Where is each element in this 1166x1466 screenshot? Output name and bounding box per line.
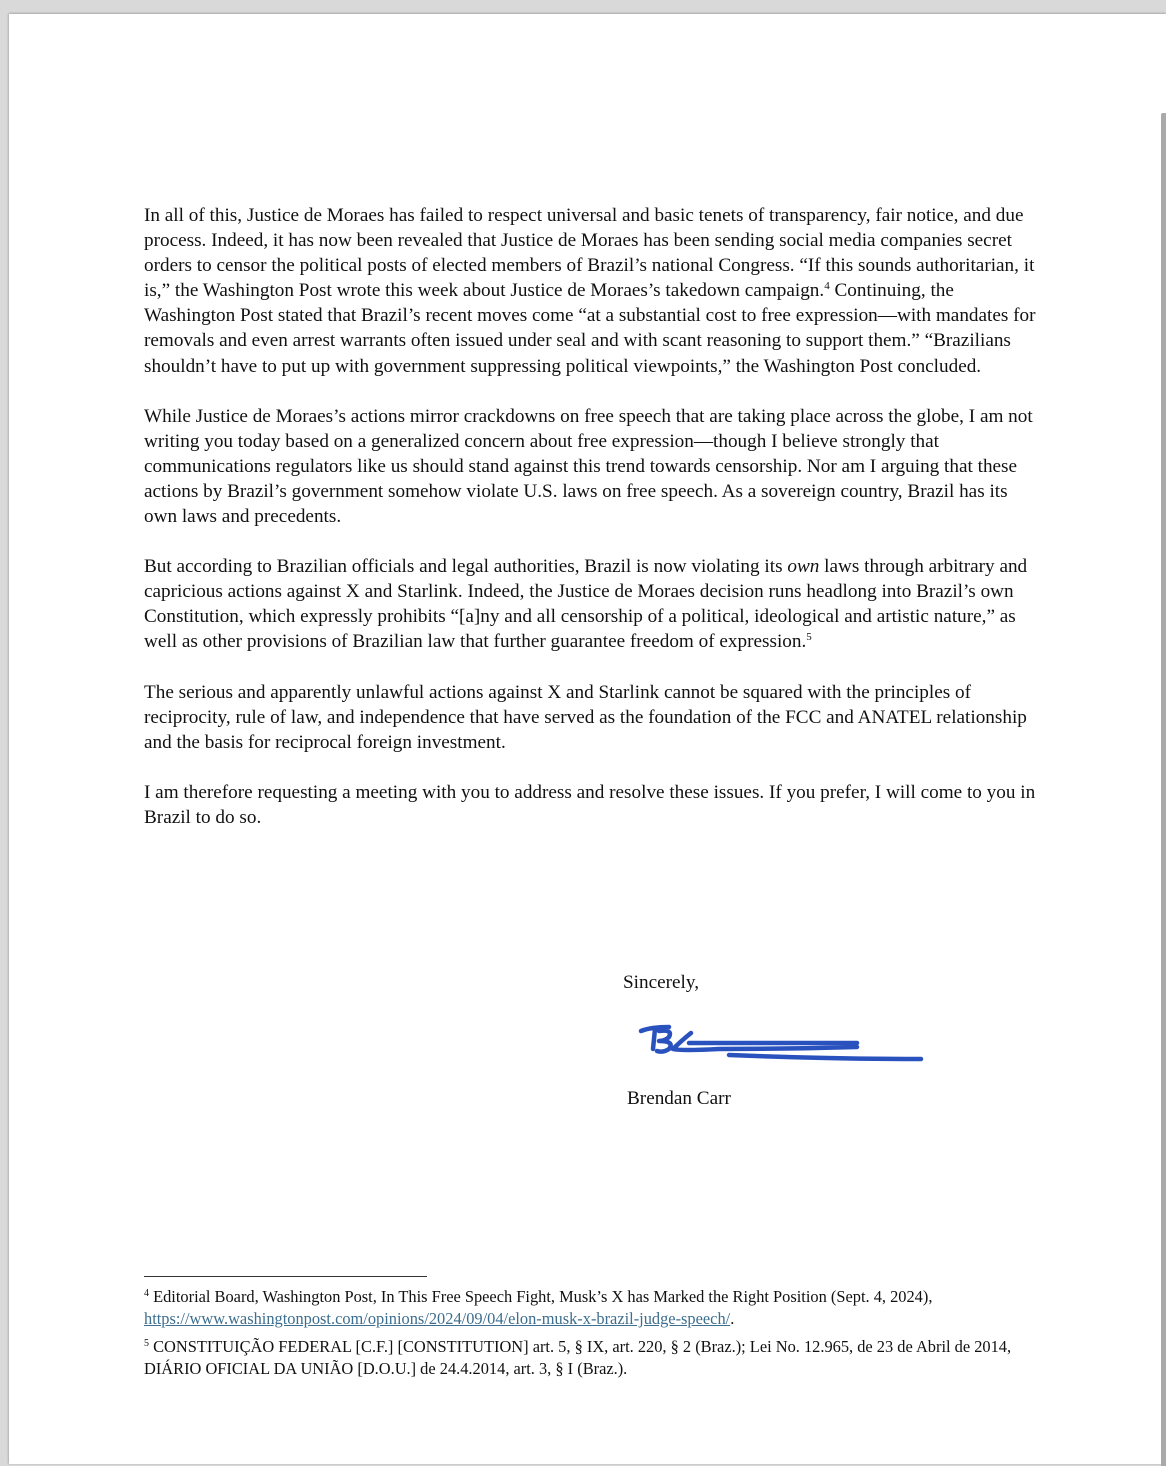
paragraph-reciprocity: The serious and apparently unlawful actions against X and Starlink cannot be squared with the principles of reciprocity, rule of law, and independence that have served as the foundation of the FCC and ANATEL relationship and the basis for reciprocal foreign investment. [144, 681, 1027, 753]
paragraph-global-crackdowns: While Justice de Moraes’s actions mirror crackdowns on free speech that are taking place across the globe, I am not writing you today based on a generalized concern about free expression—though I believe strongly that communications regulators like us should stand against this trend towards censorship. Nor am I arguing that these actions by Brazil’s government somehow violate U.S. laws on free speech. As a sovereign country, Brazil has its own laws and precedents. [144, 405, 1033, 528]
footnote-4: $^4$ Editorial Board, Washington Post, In This Free Speech Fight, Musk’s X has Marked the Right Position (Sept. 4, 2024), https://www.washingtonpost.com/opinions/2024/09/04/elon-musk-x-brazil-judge-speech/. [144, 1287, 933, 1328]
paragraph-transparency: In all of this, Justice de Moraes has failed to respect universal and basic tenets of transparency, fair notice, and due process. Indeed, it has now been revealed that Justice de Moraes has been sending social media companies secret orders to censor the political posts of elected members of Brazil’s national Congress. “If this sounds authoritarian, it is,” the Washington Post wrote this week about Justice de Moraes’s takedown campaign.$^4$ Continuing, the Washington Post stated that Brazil’s recent moves come “at a substantial cost to free expression—with mandates for removals and even arrest warrants often issued under seal and with scant reasoning to support them.” “Brazilians shouldn’t have to put up with government suppressing political viewpoints,” the Washington Post concluded. [144, 205, 1036, 377]
scrollbar[interactable] [1161, 113, 1166, 1466]
paragraph-brazilian-law: But according to Brazilian officials and legal authorities, Brazil is now violating its own laws through arbitrary and capricious actions against X and Starlink. Indeed, the Justice de Moraes decision runs headlong into Brazil’s own Constitution, which expressly prohibits “[a]ny and all censorship of a political, ideological and artistic nature,” as well as other provisions of Brazilian law that further guarantee freedom of expression.$^5$ [144, 556, 1028, 653]
footnote-link[interactable]: https://www.washingtonpost.com/opinions/2024/09/04/elon-musk-x-brazil-judge-speech/ [144, 1309, 731, 1328]
footnote-ref-5[interactable]: 5 [806, 631, 812, 644]
document-page [9, 14, 1166, 1464]
signature-image [629, 1019, 929, 1079]
paragraph-meeting-request: I am therefore requesting a meeting with you to address and resolve these issues. If you prefer, I will come to you in Brazil to do so. [144, 781, 1036, 828]
footnote-separator [144, 1276, 427, 1277]
footnote-5: $^5$ CONSTITUIÇÃO FEDERAL [C.F.] [CONSTITUTION] art. 5, § IX, art. 220, § 2 (Braz.); Lei No. 12.965, de 23 de Abril de 2014, DIÁRIO OFICIAL DA UNIÃO [D.O.U.] de 24.4.2014, art. 3, § I (Braz.). [144, 1337, 1012, 1378]
closing-salutation: Sincerely, [623, 972, 700, 993]
footnotes [144, 1286, 1044, 1386]
emphasis-own: own [787, 556, 820, 578]
footnote-ref-4[interactable]: 4 [824, 280, 830, 293]
letter-body [144, 203, 1044, 855]
signer-name: Brendan Carr [627, 1088, 731, 1109]
